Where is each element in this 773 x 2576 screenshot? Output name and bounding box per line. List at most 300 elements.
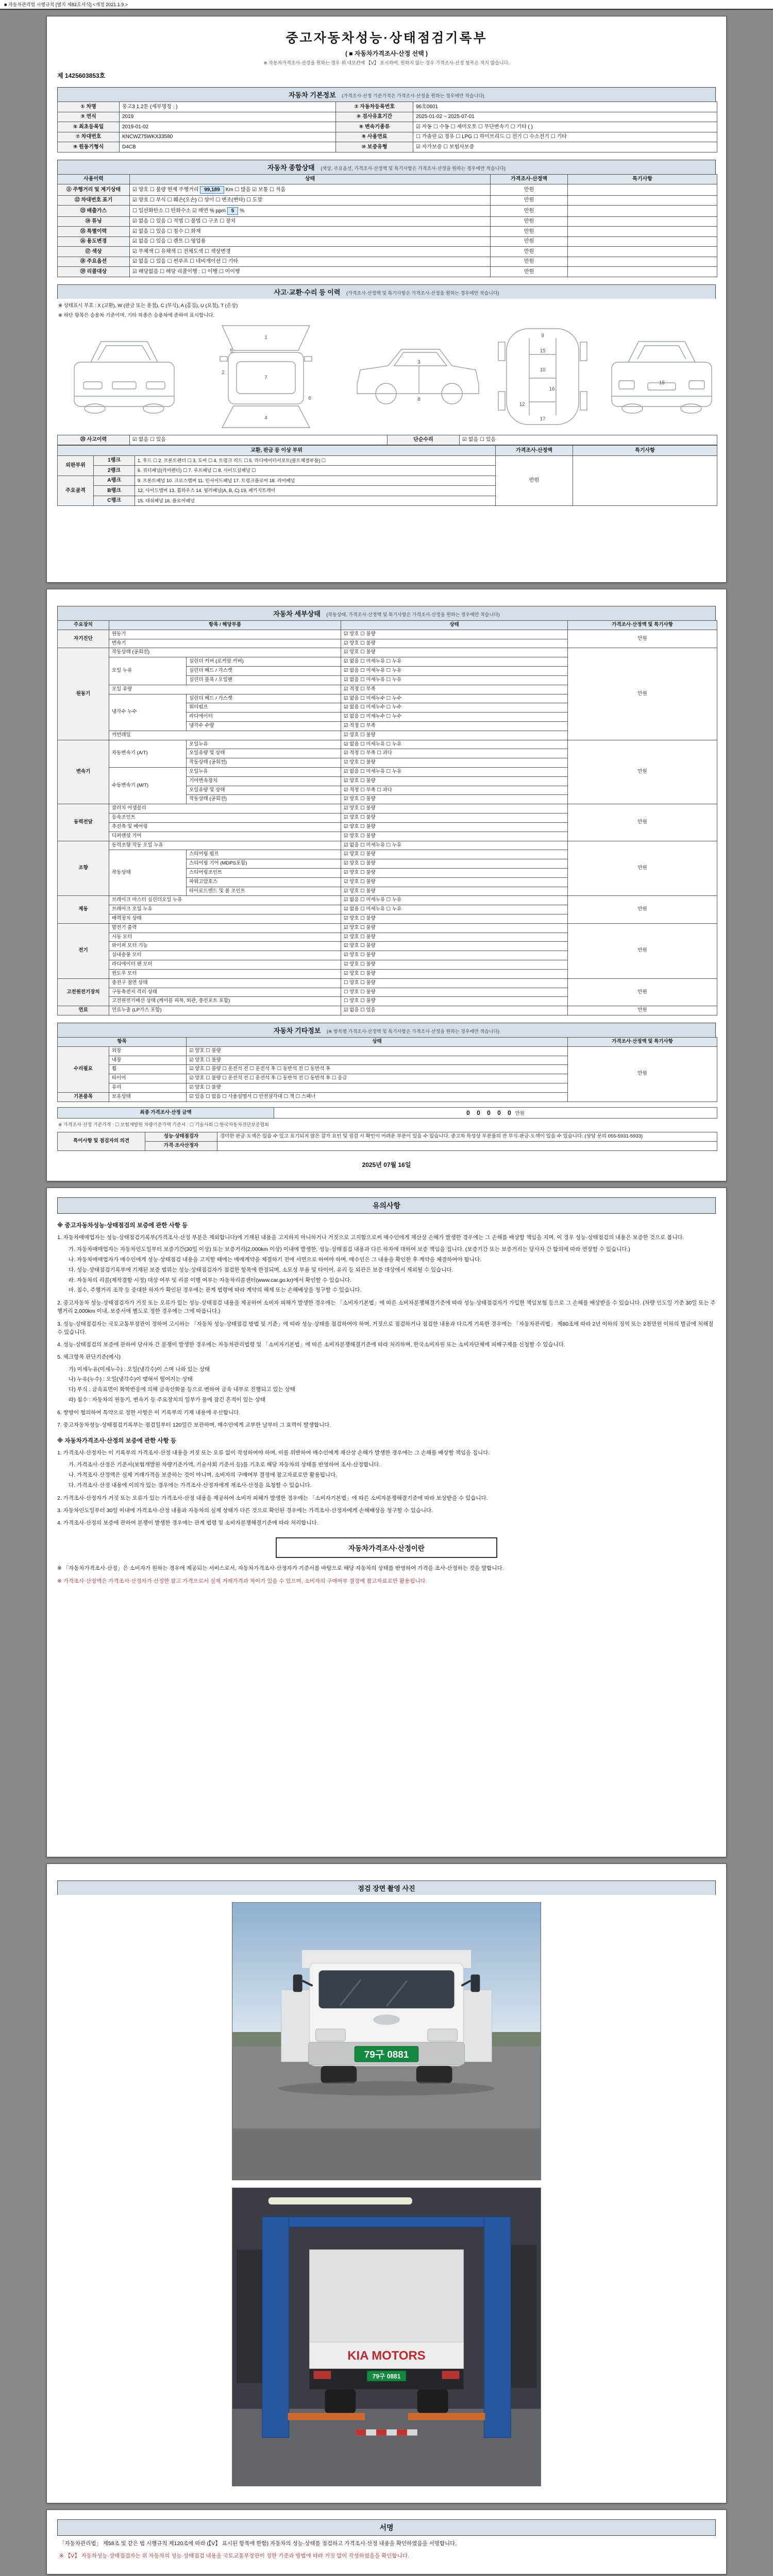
form-cell: ☑ 없음 ☐ 미세누유 ☐ 누유 (341, 896, 568, 905)
notice-paragraph: 라. 자동차의 리콜(제작결함 시정) 대상 여부 및 리콜 이행 여부는 자동차리콜센터(www.car.go.kr)에서 확인할 수 있습니다. (69, 1277, 352, 1283)
form-cell (568, 227, 717, 237)
form-cell: ☑ 없음 ☐ 있음 ☐ 적법 ☐ 불법 ☐ 구조 ☐ 장치 (130, 216, 491, 227)
section-accident-note: (가격조사·산정액 및 특기사항은 가격조사·산정을 원하는 경우에만 적습니다) (346, 290, 499, 296)
panel-replacement-table (57, 445, 716, 506)
form-cell: 항목 / 해당부품 (109, 621, 341, 630)
form-cell: ☑ 양호 ☐ 불량 (341, 814, 568, 823)
form-cell: 실내송풍 모터 (109, 951, 341, 960)
notice-paragraph: 라) 침수 : 자동차의 원동기, 변속기 등 주요장치의 일부가 물에 잠긴 흔적이 있는 상태 (69, 1396, 265, 1403)
table-row (58, 1006, 717, 1015)
notice-paragraph: 3. 성능·상태점검자는 국토교통부장관이 정하여 고시하는 「자동차 성능·상태점검 방법 및 기준」에 따라 성능·상태를 점검하여야 하며, 거짓으로 점검하거나 점검한 내용과 다르게 기록한 경우에는 「자동차관리법」 제80조에 따라 2년 이하의 징역 또는 2천만원 이하의 벌금에 처해질 수 있습니다. (57, 1320, 714, 1335)
form-cell: 최종 가격조사·산정 금액 (58, 1107, 274, 1118)
form-cell (568, 257, 717, 267)
form-cell: ☑ 없음 ☐ 있음 ☐ 썬루프 ☐ 네비게이션 ☐ 기타 (130, 257, 491, 267)
form-cell: ☑ 없음 ☐ 미세누유 ☐ 누유 (341, 657, 568, 667)
notice-paragraph: 2. 가격조사·산정자가 거짓 또는 오류가 있는 가격조사·산정 내용을 제공하여 소비자 피해가 발생한 경우에는 「소비자기본법」에 따른 소비자분쟁해결기준에 따라 보상받을 수 있습니다. (57, 1495, 488, 1501)
form-cell: 오일누유 (187, 768, 341, 777)
page-signature (46, 2510, 727, 2574)
form-cell: 파워고압호스 (187, 877, 341, 887)
form-cell: ☑ 양호 ☐ 불량 (341, 960, 568, 970)
form-cell: 원동기 (109, 630, 341, 639)
form-cell: 타이어 (109, 1074, 187, 1083)
form-cell: 냉각수 누수 (109, 694, 187, 731)
form-cell: ☑ 무채색 ☐ 유채색 ☐ 전체도색 ☐ 색상변경 (130, 247, 491, 257)
table-row (58, 1132, 717, 1142)
form-cell: ☑ 없음 ☐ 미세누유 ☐ 누유 (341, 667, 568, 676)
form-cell: 만원 (568, 648, 717, 740)
notice-heading: ※ 중고자동차성능·상태점검의 보증에 관한 사항 등 (57, 1223, 188, 1229)
table-row (58, 1037, 717, 1046)
price-survey-definition-note: ※ 「자동차가격조사·산정」은 소비자가 원하는 경우에 제공되는 서비스로서, 자동차가격조사·산정자가 기준서를 바탕으로 해당 자동차의 상태를 반영하여 가격을 조사·산정하는 것을 말합니다. (57, 1565, 504, 1572)
form-cell: ⑰ 색상 (58, 247, 130, 257)
form-reference-note: ■ 자동차관리법 시행규칙 [별지 제82호서식] <개정 2021.1.9.> (4, 2, 128, 7)
form-cell: 특기사항 (573, 446, 717, 456)
form-cell: 오일누유 (187, 740, 341, 749)
form-cell: ☑ 양호 ☐ 불량 (341, 639, 568, 648)
form-cell: 작동상태 (공회전) (187, 758, 341, 768)
notice-paragraph: 마. 침수, 주행거리 조작 등 중대한 하자가 확인된 경우에는 관계 법령에 따라 계약의 해제 또는 손해배상을 청구할 수 있습니다. (69, 1287, 362, 1294)
form-cell: 가격·조사산정자 (145, 1142, 217, 1151)
table-row (58, 122, 717, 132)
highlighted-value: 99,189 (200, 186, 224, 194)
form-cell: 동력조향 작동 오일 누유 (109, 841, 341, 850)
table-row (58, 446, 717, 456)
detail-state-table (57, 620, 716, 1015)
form-cell: ⑯ 용도변경 (58, 236, 130, 247)
form-cell: ☑ 양호 ☐ 불량 (341, 804, 568, 814)
form-cell: ☑ 없음 ☐ 있음 (130, 435, 388, 445)
photo-truck-front (232, 1902, 541, 2180)
table-row (58, 804, 717, 814)
diagram-part-numbers (222, 333, 665, 422)
form-cell (568, 236, 717, 247)
form-cell: 보유상태 (109, 1092, 187, 1101)
text-part: 만원 (513, 1110, 525, 1116)
price-survey-definition-box: 자동차가격조사·산정이란 (276, 1537, 497, 1558)
form-cell: 연료 (58, 1006, 109, 1015)
state-symbol-legend: ※ 상태표시 부호 : X (교환), W (판금 또는 용접), C (부식), A (흠집), U (요철), T (손상) (58, 302, 238, 309)
table-row (58, 142, 717, 152)
form-cell: 만원 (568, 1006, 717, 1015)
comprehensive-state-table (57, 174, 716, 277)
svg-text:10: 10 (540, 367, 546, 373)
table-row (58, 236, 717, 247)
section-misc-header (57, 1023, 716, 1037)
notice-paragraph: 4. 성능·상태점검의 보증에 관하여 당사자 간 분쟁이 발생한 경우에는 자동차관리법령 및 「소비자기본법」에 따른 소비자분쟁해결기준에 따라 처리하며, 한국소비자원 또는 소비자단체에 피해구제를 신청할 수 있습니다. (57, 1342, 565, 1348)
form-cell: 윈도우 모터 (109, 969, 341, 978)
section-misc-title: 자동차 기타정보 (273, 1026, 321, 1035)
form-cell: ⑧ 사용연료 (336, 132, 413, 142)
form-cell: 냉각수 수량 (187, 721, 341, 731)
form-cell: 봉고3 1.2톤 (세부명칭 : ) (120, 102, 336, 112)
form-cell: 제동 (58, 896, 109, 923)
form-cell: 2019 (120, 112, 336, 122)
svg-text:1: 1 (264, 334, 267, 341)
form-cell: ☑ 양호 ☐ 불량 (341, 850, 568, 859)
form-cell: ☑ 양호 ☐ 불량 (341, 942, 568, 951)
table-row (58, 1107, 717, 1118)
form-cell: ☑ 양호 ☐ 불량 (341, 776, 568, 786)
form-cell: KNCWZ75WKX33580 (120, 132, 336, 142)
form-cell: C랭크 (94, 496, 135, 506)
form-cell: 자기진단 (58, 630, 109, 648)
form-cell: ② 자동차등록번호 (336, 102, 413, 112)
form-cell: 변속기 (58, 740, 109, 804)
svg-text:2: 2 (222, 369, 225, 376)
form-cell: ☑ 없음 ☐ 미세누유 ☐ 누유 (341, 768, 568, 777)
basic-info-table (57, 101, 716, 152)
table-row (58, 841, 717, 850)
form-cell: 실린더 헤드 / 가스켓 (187, 667, 341, 676)
table-row (58, 132, 717, 142)
form-cell: ☑ 양호 ☐ 불량 (341, 951, 568, 960)
form-cell (130, 184, 491, 196)
price-survey-warning-note: ※ 가격조사·산정액은 가격조사·산정자가 산정한 참고 가격으로서 실제 거래가격과 차이가 있을 수 있으며, 소비자의 구매여부 결정에 참고자료로만 활용됩니다. (57, 1578, 427, 1584)
svg-text:5: 5 (230, 348, 233, 354)
vehicle-basis-legend: ※ 하단 항목은 승용차 기준이며, 기타 차종은 승용차에 준하여 표시합니다. (58, 312, 215, 318)
table-row (58, 455, 717, 466)
form-cell: 배력장치 상태 (109, 914, 341, 924)
form-cell: 가격조사·산정액 (491, 174, 568, 184)
form-cell: ☑ 양호 ☐ 불량 (341, 648, 568, 657)
form-cell: 가격조사·산정액 (496, 446, 573, 456)
form-cell: 교환, 판금 등 이상 부위 (58, 446, 496, 456)
photos-section-title: 점검 장면 촬영 사진 (358, 1885, 415, 1892)
notice-paragraph: 다. 성능·상태점검기록부에 기재된 보증 범위는 성능·상태점검자가 점검한 항목에 한정되며, 소모성 부품 및 타이어, 유리 등 외관은 보증 대상에서 제외될 수 있습니다. (69, 1266, 453, 1273)
form-cell: ⑫ 차대번호 표기 (58, 195, 130, 206)
svg-text:12: 12 (519, 401, 525, 408)
form-cell: ☑ 양호 ☐ 불량 (341, 832, 568, 841)
form-cell: 성능·상태점검자 (145, 1132, 217, 1142)
form-cell: 사용이력 (58, 174, 130, 184)
inspection-date: 2025년 07월 16일 (362, 1161, 411, 1169)
text-part: Km ☐ 많음 ☑ 보통 ☐ 적음 (224, 187, 286, 193)
notice-body (57, 1221, 716, 1527)
form-cell: 내장 (109, 1056, 187, 1065)
form-cell: ⑦ 차대번호 (58, 132, 120, 142)
table-row (58, 630, 717, 639)
form-cell: ☑ 없음 ☐ 미세누유 ☐ 누유 (341, 905, 568, 914)
form-cell: 12. 사이드멤버 13. 휠하우스 14. 필러패널(A, B, C) 19. 패키지트레이 (135, 486, 496, 496)
svg-text:4: 4 (264, 415, 267, 421)
form-cell: 2랭크 (94, 466, 135, 476)
form-cell: ☑ 적정 ☐ 부족 (341, 685, 568, 694)
form-cell: 특이사항 및 점검자의 의견 (58, 1132, 145, 1151)
form-cell: ☑ 있음 ☐ 없음 ☐ 사용설명서 ☐ 안전삼각대 ☐ 잭 ☐ 스패너 (187, 1092, 568, 1101)
form-cell: ☐ 가솔린 ☑ 경유 ☐ LPG ☐ 하이브리드 ☐ 전기 ☐ 수소전기 ☐ 기타 (413, 132, 717, 142)
form-cell: 만원 (491, 195, 568, 206)
form-cell: B랭크 (94, 486, 135, 496)
final-table (57, 1107, 717, 1119)
form-cell: 상태 (341, 621, 568, 630)
svg-text:7: 7 (264, 375, 267, 381)
notice-paragraph: 4. 가격조사·산정의 보증에 관하여 분쟁이 발생한 경우에는 관계 법령 및 소비자분쟁해결기준에 따라 처리합니다. (57, 1520, 318, 1527)
form-cell: ☑ 자가보증 ☐ 보험사보증 (413, 142, 717, 152)
basic-table (57, 101, 717, 152)
form-cell: 15. 대쉬패널 16. 플로어패널 (135, 496, 496, 506)
form-cell: ① 차명 (58, 102, 120, 112)
form-cell: ⑱ 주요옵션 (58, 257, 130, 267)
form-cell: 전기 (58, 923, 109, 978)
form-cell: 수동변속기 (M/T) (109, 768, 187, 804)
table-row (58, 247, 717, 257)
svg-text:6: 6 (308, 395, 311, 401)
photo-truck-rear-on-lift (232, 2188, 541, 2486)
form-cell: 기본품목 (58, 1092, 109, 1101)
form-cell: 주요골격 (58, 476, 94, 506)
form-cell: ☑ 양호 ☐ 불량 (341, 914, 568, 924)
form-cell: 상태 (130, 174, 491, 184)
section-comp-title: 자동차 종합상태 (267, 163, 315, 172)
form-cell: ③ 연식 (58, 112, 120, 122)
form-reference-strip (0, 0, 773, 10)
form-cell (568, 195, 717, 206)
form-cell: ☑ 양호 ☐ 불량 (341, 868, 568, 877)
table-row (58, 102, 717, 112)
inspector-opinion-table (57, 1132, 716, 1151)
form-cell: 만원 (496, 455, 573, 506)
form-cell: ☑ 없음 ☐ 있음 (341, 1006, 568, 1015)
form-cell: 오일유량 및 상태 (187, 786, 341, 795)
section-basic-title: 자동차 기본정보 (289, 91, 336, 99)
misc-table (57, 1037, 717, 1102)
misc-info-table (57, 1037, 716, 1102)
form-cell: ☑ 양호 ☐ 불량 (341, 758, 568, 768)
table-row (58, 174, 717, 184)
form-cell: 만원 (491, 206, 568, 217)
form-cell: 만원 (491, 184, 568, 196)
form-cell: 2025-01-02 ~ 2025-07-01 (413, 112, 717, 122)
form-cell: ⑮ 특별이력 (58, 227, 130, 237)
form-cell: 만원 (568, 630, 717, 648)
form-cell: 구동축전지 격리 상태 (109, 988, 341, 997)
form-cell: 가격조사·산정액 및 특기사항 (568, 1037, 717, 1046)
form-cell: ☑ 양호 ☐ 불량 (187, 1083, 568, 1093)
notice-paragraph: 나. 자동차매매업자가 매수인에게 성능·상태점검 내용을 고지할 때에는 매매계약을 체결하기 전에 서면으로 하여야 하며, 매수인은 그 내용을 확인한 후 계약을 체결하여야 합니다. (69, 1257, 481, 1263)
table-row (58, 216, 717, 227)
text-part: % (238, 208, 244, 214)
form-cell: 연료누출 (LP가스 포함) (109, 1006, 341, 1015)
section-comp-header (57, 160, 716, 174)
form-cell: 만원 (491, 257, 568, 267)
form-cell: ⑩ 보증유형 (336, 142, 413, 152)
form-cell: 작동상태 (109, 850, 187, 896)
form-cell: 수리필요 (58, 1046, 109, 1092)
form-cell: ⑬ 배출가스 (58, 206, 130, 217)
form-cell: 가격조사·산정액 및 특기사항 (568, 621, 717, 630)
form-cell (217, 1142, 717, 1151)
form-cell: 작동상태 (공회전) (187, 795, 341, 804)
section-accident-title: 사고·교환·수리 등 이력 (274, 288, 341, 296)
form-cell: ☐ 양호 ☐ 불량 (341, 997, 568, 1006)
form-cell: 스티어링 펌프 (187, 850, 341, 859)
car-underbody-view (498, 329, 587, 425)
form-cell: 오일 누유 (109, 657, 187, 685)
table-row (58, 206, 717, 217)
form-cell: 원동기 (58, 648, 109, 740)
form-cell: 와이퍼 모터 기능 (109, 942, 341, 951)
form-cell: 항목 (58, 1037, 187, 1046)
table-row (58, 112, 717, 122)
form-cell: ⑲ 리콜대상 (58, 267, 130, 277)
price-basis-note: ※ 가격조사·산정 기준가격 : ☐ 보험개발원 차량기준가액 기준서 : ☐ 기술사회 ☐ 한국자동차진단보증협회 (58, 1122, 269, 1128)
form-cell: 2019-01-02 (120, 122, 336, 132)
form-cell: 만원 (491, 267, 568, 277)
form-cell: 오일유량 및 상태 (187, 749, 341, 758)
page-detail (46, 589, 727, 1181)
form-cell: ☑ 양호 ☐ 불량 (341, 933, 568, 942)
form-cell: ☑ 없음 ☐ 있음 (460, 435, 717, 445)
form-cell: 1랭크 (94, 455, 135, 466)
form-cell: 발전기 출력 (109, 923, 341, 933)
form-cell: 만원 (491, 247, 568, 257)
form-cell: 고전원전기장치 (58, 978, 109, 1006)
form-cell: 만원 (568, 1046, 717, 1101)
table-row (58, 1142, 717, 1151)
form-cell: A랭크 (94, 476, 135, 486)
acc2-table (57, 445, 717, 506)
page-notices (46, 1188, 727, 1857)
section-comp-note: (색상, 주요옵션, 가격조사·산정액 및 특기사항은 가격조사·산정을 원하는 경우에만 적습니다) (321, 165, 506, 171)
form-cell: 시동 모터 (109, 933, 341, 942)
form-cell: 디퍼렌셜 기어 (109, 832, 341, 841)
truck-rear (310, 2250, 464, 2413)
highlighted-value: 5 (227, 207, 239, 215)
form-cell: 만원 (491, 236, 568, 247)
form-cell: ☑ 양호 ☐ 불량 (187, 1046, 568, 1056)
form-cell: ☑ 없음 ☐ 미세누유 ☐ 누유 (341, 740, 568, 749)
form-cell: ☑ 없음 ☐ 미세누유 ☐ 누유 (341, 841, 568, 850)
form-cell: 9. 프론트패널 10. 크로스멤버 11. 인사이드패널 17. 트렁크플로어 18. 리어패널 (135, 476, 496, 486)
form-cell: 클러치 어셈블리 (109, 804, 341, 814)
notice-paragraph: 다. 가격조사·산정 내용에 이의가 있는 경우에는 가격조사·산정자에게 재조사·산정을 요청할 수 있습니다. (69, 1482, 312, 1488)
notice-paragraph: 다) 부식 : 금속표면이 화학반응에 의해 금속산화물 등으로 변하여 금속 내부로 진행되고 있는 상태 (69, 1386, 295, 1393)
form-cell: ⑨ 원동기형식 (58, 142, 120, 152)
ceiling-light (268, 2197, 412, 2205)
svg-text:18: 18 (659, 380, 665, 386)
table-row (58, 195, 717, 206)
form-cell (274, 1107, 717, 1118)
document-number: 제 1425603853호 (57, 72, 106, 79)
notice-paragraph: 가) 미세누유(미세누수) : 오일(냉각수)이 스며 나와 있는 상태 (69, 1366, 210, 1372)
text-part: ☐ 일산화탄소 ☐ 탄화수소 ☑ 매연 % ppm (132, 208, 227, 214)
notice-paragraph: 1. 자동차매매업자는 성능·상태점검기록부(가격조사·산정 부분은 제외합니다)에 기재된 내용을 고지하지 아니하거나 거짓으로 고지함으로써 매수인에게 재산상 손해가 발생한 경우에는 그 손해를 배상할 책임을 지며, 이 경우 성능·상태점검의 내용은 보증한 것으로 봅니다. (57, 1234, 684, 1241)
form-cell: ☑ 없음 ☐ 있음 ☐ 렌트 ☐ 영업용 (130, 236, 491, 247)
accident-history-table (57, 435, 716, 446)
form-cell: ☑ 적정 ☐ 부족 (341, 721, 568, 731)
svg-text:15: 15 (540, 348, 546, 354)
table-row (58, 1046, 717, 1056)
form-cell (568, 206, 717, 217)
notice-paragraph: 6. 쌍방이 협의하여 특약으로 정한 사항은 이 기록부의 기재 내용에 우선합니다. (57, 1409, 241, 1416)
notice-paragraph: 3. 자동차인도일부터 30일 이내에 가격조사·산정 내용과 자동차의 실제 상태가 다른 것으로 확인된 경우에는 가격조사·산정자에게 손해배상을 청구할 수 있습니다. (57, 1507, 433, 1514)
form-cell: ☑ 양호 ☐ 부식 ☐ 훼손(오손) ☐ 상이 ☐ 변조(변타) ☐ 도말 (130, 195, 491, 206)
form-cell: 특기사항 (568, 174, 717, 184)
form-cell: ☑ 양호 ☐ 불량 (187, 1056, 568, 1065)
form-cell: 타이로드엔드 및 볼 조인트 (187, 887, 341, 896)
form-cell: 만원 (568, 978, 717, 1006)
form-cell: ☑ 양호 ☐ 불량 ☐ 운전석 전 ☐ 운전석 후 ☐ 동반석 전 ☐ 동반석 후 (187, 1065, 568, 1074)
form-cell (573, 455, 717, 506)
form-cell: 만원 (568, 896, 717, 923)
car-front-view (74, 342, 174, 413)
form-cell: 만원 (568, 923, 717, 978)
notice-title: 유의사항 (57, 1197, 716, 1214)
form-cell: 충전구 절연 상태 (109, 978, 341, 988)
opinion-table (57, 1132, 717, 1151)
table-row (58, 896, 717, 905)
form-cell: ☑ 양호 ☐ 불량 ☐ 운전석 전 ☐ 운전석 후 ☐ 동반석 전 ☐ 동반석 후 ☐ 응급 (187, 1074, 568, 1083)
section-accident-header (57, 284, 716, 299)
form-cell (130, 206, 491, 217)
svg-text:17: 17 (540, 416, 546, 422)
svg-text:16: 16 (549, 386, 555, 392)
form-cell: 실린더 헤드 / 가스켓 (187, 694, 341, 703)
document-title: 중고자동차성능·상태점검기록부 (285, 31, 488, 45)
form-cell: 추진축 및 베어링 (109, 822, 341, 832)
form-cell: 스티어링 기어 (MDPS포함) (187, 859, 341, 869)
form-cell: 라디에이터 팬 모터 (109, 960, 341, 970)
form-cell: ☑ 적정 ☐ 부족 ☐ 과다 (341, 749, 568, 758)
form-cell: 외판부위 (58, 455, 94, 476)
table-row (58, 184, 717, 196)
form-cell: 만원 (568, 804, 717, 841)
form-cell: ☑ 없음 ☐ 미세누수 ☐ 누수 (341, 694, 568, 703)
form-cell: 브레이크 마스터 실린더오일 누유 (109, 896, 341, 905)
table-row (58, 978, 717, 988)
photos-section-header (57, 1880, 716, 1895)
notice-paragraph: 5. 체크항목 판단기준(예시) (57, 1354, 121, 1361)
section-detail-note: (작동상태, 가격조사·산정액 및 특기사항은 가격조사·산정을 원하는 경우에만 적습니다) (326, 612, 500, 617)
rear-license-plate-text: 79구 0881 (372, 2372, 401, 2380)
form-cell: 조향 (58, 841, 109, 896)
table-row (58, 923, 717, 933)
form-cell: ☐ 양호 ☐ 불량 (341, 978, 568, 988)
text-part: 0 0 0 0 0 (466, 1109, 514, 1116)
form-cell: ☑ 양호 ☐ 불량 (341, 795, 568, 804)
form-cell: ☑ 양호 ☐ 불량 (341, 630, 568, 639)
form-cell: ☑ 양호 ☐ 불량 (341, 822, 568, 832)
form-cell: ⑪ 주행거리 및 계기상태 (58, 184, 130, 196)
form-cell (568, 247, 717, 257)
form-cell: 1. 후드 ☐ 2. 프론트펜더 ☐ 3. 도어 ☐ 4. 트렁크 리드 ☐ 5. 라디에이터서포트(볼트체결부품) ☐ (135, 455, 496, 466)
form-cell: ☑ 없음 ☐ 미세누수 ☐ 누수 (341, 713, 568, 722)
notice-paragraph: 가. 자동차매매업자는 자동차인도일부터 보증기간(30일 이상) 또는 보증거리(2,000km 이상) 이내에 발생한, 성능·상태점검 내용과 다른 하자에 대하여 보증 책임을 집니다. (보증기간 또는 보증거리는 당사자 간 합의에 따라 연장할 수 있습니다.) (69, 1246, 630, 1253)
form-cell: 만원 (568, 841, 717, 896)
section-misc-note: (※ 항목별 가격조사·산정액 및 특기사항은 가격조사·산정을 원하는 경우에만 적습니다) (327, 1028, 500, 1034)
form-cell (568, 184, 717, 196)
form-cell: ☑ 해당없음 ☐ 해당 리콜이행 : ☐ 이행 ☐ 미이행 (130, 267, 491, 277)
form-cell: 작동상태 (공회전) (109, 648, 341, 657)
form-cell: ⑭ 튜닝 (58, 216, 130, 227)
section-basic-header (57, 87, 716, 101)
form-cell: 브레이크 오일 누유 (109, 905, 341, 914)
notice-paragraph: 나. 가격조사·산정액은 실제 거래가격을 보증하는 것이 아니며, 소비자의 구매여부 결정에 참고자료로만 활용됩니다. (69, 1472, 338, 1479)
comp-table (57, 174, 717, 277)
form-cell: 96호0601 (413, 102, 717, 112)
form-cell: ☑ 양호 ☐ 불량 (341, 877, 568, 887)
notice-heading: ※ 자동차가격조사·산정의 보증에 관한 사항 등 (57, 1438, 176, 1445)
form-cell: ☑ 양호 ☐ 불량 (341, 859, 568, 869)
form-cell: 라디에이터 (187, 713, 341, 722)
form-cell: ☑ 없음 ☐ 미세누수 ☐ 누수 (341, 703, 568, 713)
notice-paragraph: 1. 가격조사·산정자는 이 기록부의 가격조사·산정 내용을 거짓 또는 오류 없이 작성하여야 하며, 이를 위반하여 매수인에게 재산상 손해가 발생한 경우에는 그 손해를 배상할 책임을 집니다. (57, 1450, 490, 1456)
section-detail-title: 자동차 세부상태 (273, 610, 321, 618)
form-cell: ⑥ 변속기종류 (336, 122, 413, 132)
car-rear-view (612, 342, 712, 413)
table-row (58, 621, 717, 630)
car-damage-diagram (57, 323, 717, 431)
